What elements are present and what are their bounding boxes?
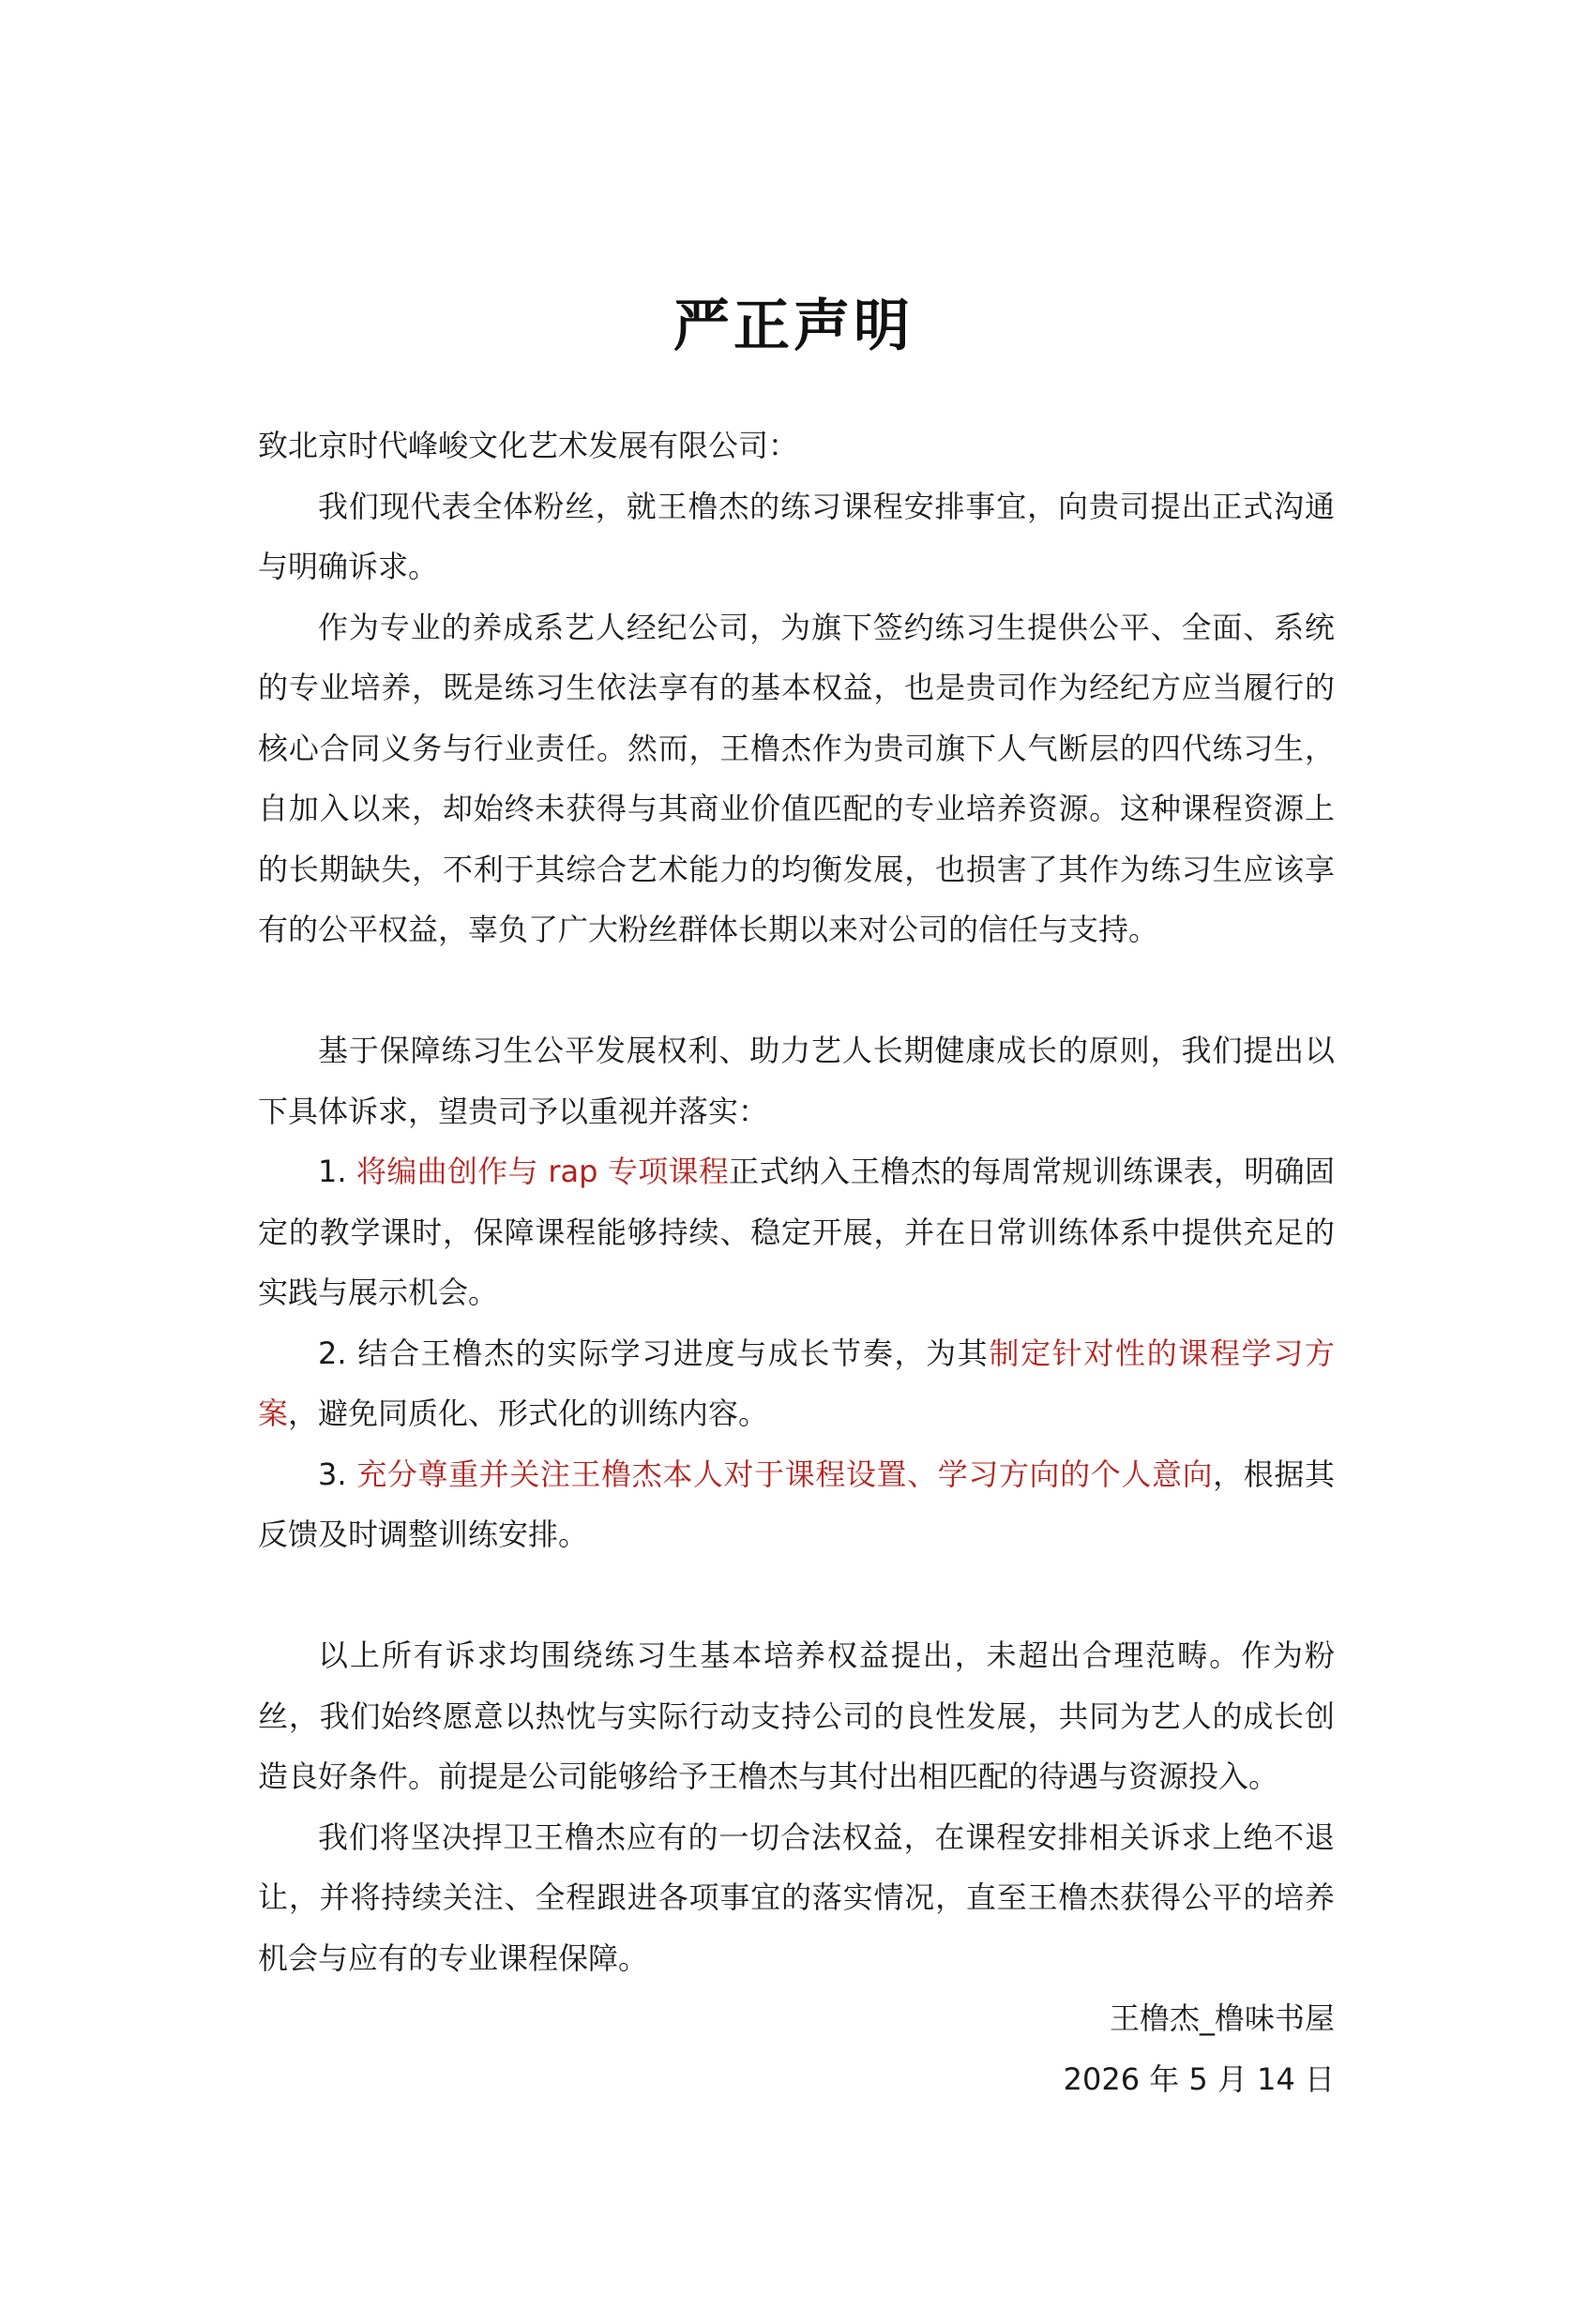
date: 2026 年 5 月 14 日: [1063, 2060, 1335, 2097]
demand-item-3: [258, 1444, 1335, 1565]
paragraph-background: 作为专业的养成系艺人经纪公司，为旗下签约练习生提供公平、全面、系统的专业培养，既是练习生依法享有的基本权益，也是贵司作为经纪方应当履行的核心合同义务与行业责任。然而，王橹杰作为贵司旗下人气断层的四代练习生，自加入以来，却始终未获得与其商业价值匹配的专业培养资源。这种课程资源上的长期缺失，不利于其综合艺术能力的均衡发展，也损害了其作为练习生应该享有的公平权益，辜负了广大粉丝群体长期以来对公司的信任与支持。: [258, 609, 1335, 947]
demand-number: 1.: [318, 1154, 357, 1189]
paragraph-spacer: [258, 1565, 1335, 1626]
paragraph-intro: 我们现代表全体粉丝，就王橹杰的练习课程安排事宜，向贵司提出正式沟通与明确诉求。: [258, 488, 1335, 584]
demand-highlight: 将编曲创作与 rap 专项课程: [356, 1154, 730, 1189]
demand-item-2: [258, 1323, 1335, 1444]
document-body: [258, 415, 1335, 2109]
demand-item-1: [258, 1141, 1335, 1323]
demand-number: 2.: [318, 1335, 358, 1371]
demand-number: 3.: [318, 1456, 357, 1492]
demand-text: ，根据其反馈及时调整训练安排。: [258, 1456, 1335, 1552]
paragraph-spacer: [258, 960, 1335, 1021]
signature: 王橹杰_橹味书屋: [1109, 2000, 1335, 2036]
demand-lead-text: 结合王橹杰的实际学习进度与成长节奏，为其: [357, 1335, 990, 1371]
paragraph-demands-intro: 基于保障练习生公平发展权利、助力艺人长期健康成长的原则，我们提出以下具体诉求，望贵司予以重视并落实：: [258, 1033, 1335, 1129]
document-title: 严正声明: [673, 294, 914, 359]
recipient-line: 致北京时代峰峻文化艺术发展有限公司：: [258, 428, 799, 463]
demand-highlight: 制定针对性的课程学习方案: [258, 1335, 1335, 1431]
demand-text: 正式纳入王橹杰的每周常规训练课表，明确固定的教学课时，保障课程能够持续、稳定开展，并在日常训练体系中提供充足的实践与展示机会。: [258, 1154, 1335, 1310]
paragraph-commitment: 我们将坚决捍卫王橹杰应有的一切合法权益，在课程安排相关诉求上绝不退让，并将持续关注、全程跟进各项事宜的落实情况，直至王橹杰获得公平的培养机会与应有的专业课程保障。: [258, 1818, 1335, 1976]
demand-text: ，避免同质化、形式化的训练内容。: [288, 1396, 769, 1431]
demand-highlight: 充分尊重并关注王橹杰本人对于课程设置、学习方向的个人意向: [356, 1456, 1214, 1492]
paragraph-conclusion: 以上所有诉求均围绕练习生基本培养权益提出，未超出合理范畴。作为粉丝，我们始终愿意以热忱与实际行动支持公司的良性发展，共同为艺人的成长创造良好条件。前提是公司能够给予王橹杰与其付出相匹配的待遇与资源投入。: [258, 1637, 1335, 1794]
